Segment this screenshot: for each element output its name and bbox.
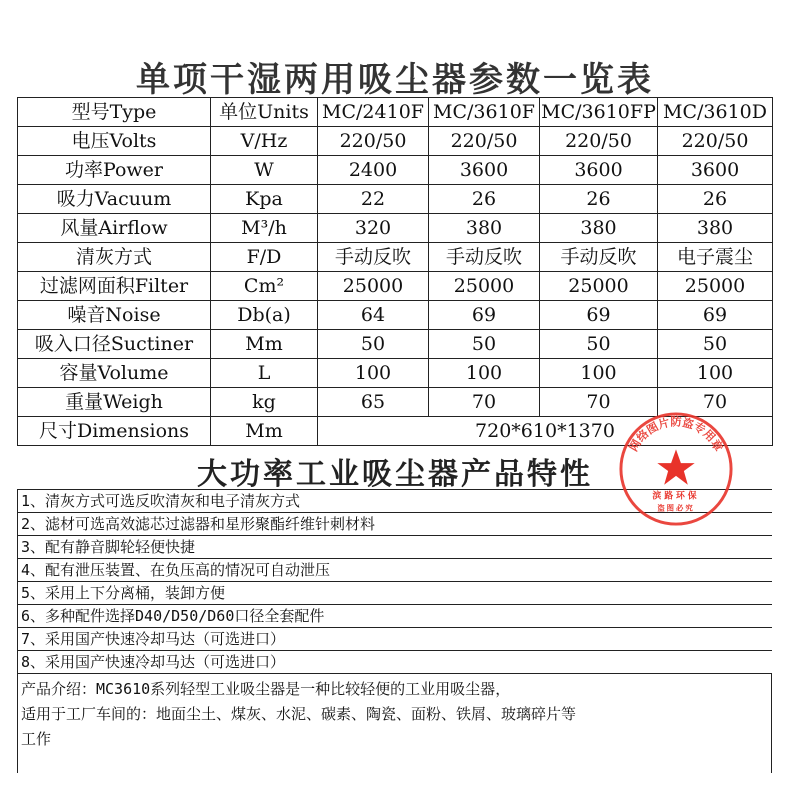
value-cell: 380: [658, 214, 773, 243]
spec-table-body: [18, 98, 773, 446]
feature-item: 2、滤材可选高效滤芯过滤器和星形聚酯纤维针刺材料: [17, 513, 772, 536]
table-row: [18, 127, 773, 156]
feature-item: 7、采用国产快速冷却马达（可选进口）: [17, 628, 772, 651]
unit-cell: Kpa: [211, 185, 318, 214]
header-cell-model: MC/3610F: [429, 98, 540, 127]
value-cell: 64: [318, 301, 429, 330]
row-label-cell: 重量Weigh: [18, 388, 211, 417]
header-cell-type: 型号Type: [18, 98, 211, 127]
table-row: [18, 156, 773, 185]
value-cell: 手动反吹: [318, 243, 429, 272]
value-cell: 70: [658, 388, 773, 417]
value-cell: 手动反吹: [540, 243, 658, 272]
intro-line: 工作: [21, 730, 52, 748]
value-cell: 26: [540, 185, 658, 214]
value-cell: 69: [658, 301, 773, 330]
feature-item: 5、采用上下分离桶，装卸方便: [17, 582, 772, 605]
header-cell-model: MC/2410F: [318, 98, 429, 127]
table-row: [18, 330, 773, 359]
table-row: [18, 185, 773, 214]
svg-text:网络图片防盗专用章: 网络图片防盗专用章: [627, 415, 725, 454]
unit-cell: M³/h: [211, 214, 318, 243]
star-icon: [657, 449, 694, 484]
unit-cell: Mm: [211, 330, 318, 359]
features-list: [17, 489, 772, 773]
value-cell: 2400: [318, 156, 429, 185]
value-cell: 380: [540, 214, 658, 243]
row-label-cell: 吸入口径Suctiner: [18, 330, 211, 359]
value-cell: 100: [318, 359, 429, 388]
row-label-cell: 电压Volts: [18, 127, 211, 156]
value-cell: 220/50: [318, 127, 429, 156]
value-cell: 25000: [658, 272, 773, 301]
value-cell: 22: [318, 185, 429, 214]
feature-item: 4、配有泄压装置、在负压高的情况可自动泄压: [17, 559, 772, 582]
page-title: 单项干湿两用吸尘器参数一览表: [136, 60, 654, 100]
svg-text:滨路环保: 滨路环保: [652, 491, 700, 502]
header-cell-model: MC/3610FP: [540, 98, 658, 127]
unit-cell: kg: [211, 388, 318, 417]
row-label-cell: 过滤网面积Filter: [18, 272, 211, 301]
value-cell: 320: [318, 214, 429, 243]
table-row: [18, 272, 773, 301]
value-cell: 70: [429, 388, 540, 417]
value-cell: 50: [429, 330, 540, 359]
intro-line: 适用于工厂车间的：地面尘土、煤灰、水泥、碳素、陶瓷、面粉、铁屑、玻璃碎片等: [21, 705, 577, 723]
value-cell: 69: [540, 301, 658, 330]
value-cell: 220/50: [658, 127, 773, 156]
value-cell: 50: [540, 330, 658, 359]
value-cell: 26: [429, 185, 540, 214]
row-label-cell: 尺寸Dimensions: [18, 417, 211, 446]
row-label-cell: 吸力Vacuum: [18, 185, 211, 214]
product-intro: [17, 674, 772, 773]
value-cell: 25000: [318, 272, 429, 301]
value-cell: 3600: [540, 156, 658, 185]
unit-cell: F/D: [211, 243, 318, 272]
spec-table: [17, 97, 773, 446]
value-cell: 100: [429, 359, 540, 388]
table-row: [18, 359, 773, 388]
table-row: [18, 301, 773, 330]
feature-item: 6、多种配件选择D40/D50/D60口径全套配件: [17, 605, 772, 628]
value-cell: 3600: [658, 156, 773, 185]
value-cell: 380: [429, 214, 540, 243]
watermark-stamp: [617, 410, 735, 528]
value-cell: 65: [318, 388, 429, 417]
unit-cell: Db(a): [211, 301, 318, 330]
unit-cell: V/Hz: [211, 127, 318, 156]
value-cell: 100: [540, 359, 658, 388]
value-cell: 220/50: [429, 127, 540, 156]
row-label-cell: 风量Airflow: [18, 214, 211, 243]
svg-text:盗图必究: 盗图必究: [657, 503, 695, 513]
row-label-cell: 功率Power: [18, 156, 211, 185]
unit-cell: L: [211, 359, 318, 388]
header-cell-units: 单位Units: [211, 98, 318, 127]
section-title: 大功率工业吸尘器产品特性: [197, 457, 593, 492]
unit-cell: Cm²: [211, 272, 318, 301]
value-cell: 100: [658, 359, 773, 388]
value-cell: 50: [658, 330, 773, 359]
unit-cell: W: [211, 156, 318, 185]
value-cell: 26: [658, 185, 773, 214]
header-cell-model: MC/3610D: [658, 98, 773, 127]
value-cell: 25000: [429, 272, 540, 301]
intro-line: 产品介绍：MC3610系列轻型工业吸尘器是一种比较轻便的工业用吸尘器，: [21, 680, 511, 698]
value-cell: 50: [318, 330, 429, 359]
dimensions-value-cell: 720*610*1370: [318, 417, 773, 446]
value-cell: 手动反吹: [429, 243, 540, 272]
value-cell: 69: [429, 301, 540, 330]
feature-item: 3、配有静音脚轮轻便快捷: [17, 536, 772, 559]
row-label-cell: 清灰方式: [18, 243, 211, 272]
feature-item: 1、清灰方式可选反吹清灰和电子清灰方式: [17, 490, 772, 513]
value-cell: 70: [540, 388, 658, 417]
table-header-row: [18, 98, 773, 127]
row-label-cell: 容量Volume: [18, 359, 211, 388]
unit-cell: Mm: [211, 417, 318, 446]
feature-item: 8、采用国产快速冷却马达（可选进口）: [17, 651, 772, 674]
row-label-cell: 噪音Noise: [18, 301, 211, 330]
value-cell: 电子震尘: [658, 243, 773, 272]
value-cell: 25000: [540, 272, 658, 301]
value-cell: 3600: [429, 156, 540, 185]
table-row: [18, 214, 773, 243]
value-cell: 220/50: [540, 127, 658, 156]
table-row: [18, 243, 773, 272]
